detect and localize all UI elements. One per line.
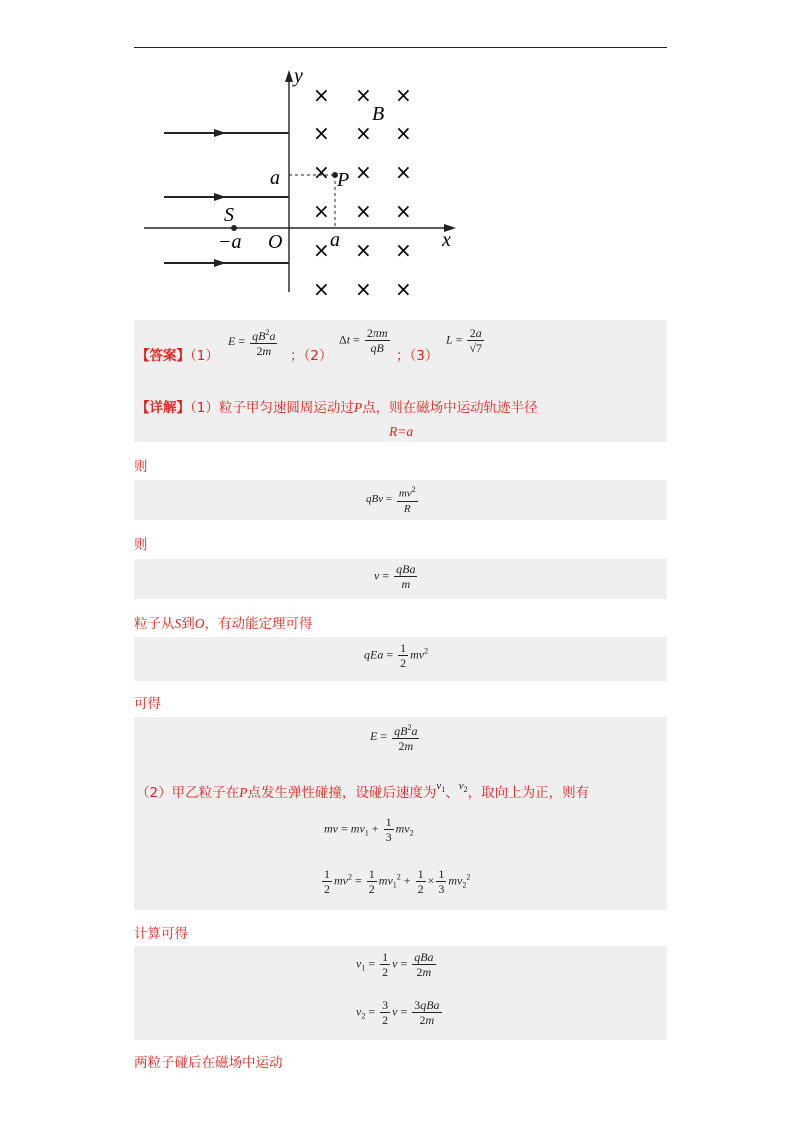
field-cross: ×	[355, 199, 372, 223]
neg-a-label: −a	[218, 231, 242, 253]
eq-momentum: mv = $mv_1$ + $\frac{1}{3}$ $mv_2$	[324, 815, 414, 844]
last-text: 两粒子碰后在磁场中运动	[134, 1055, 283, 1071]
answer-part2: ；（2）	[290, 348, 333, 364]
header-rule	[134, 47, 667, 48]
field-cross: ×	[395, 199, 412, 223]
point-s-label: S	[224, 204, 234, 226]
answer-tag: 【答案】（1）	[136, 348, 219, 364]
field-cross: ×	[355, 121, 372, 145]
field-cross: ×	[355, 160, 372, 184]
a-x-label: a	[330, 229, 340, 251]
part2-text: （2）甲乙粒子在P点发生弹性碰撞，设碰后速度为$^{v_1}$、$^{v_2}$，取向上为正，则有	[136, 780, 590, 801]
field-cross: ×	[395, 238, 412, 262]
answer-eq-2: Δt = $\frac{2\pi m}{qB}$	[339, 326, 388, 355]
equation-box-3	[134, 637, 667, 681]
field-cross: ×	[355, 277, 372, 301]
s-to-o-text: 粒子从S到O，有动能定理可得	[134, 616, 313, 632]
answer-eq-1: E = $\frac{qB^2a}{2m}$	[228, 328, 276, 358]
origin-label: O	[268, 231, 283, 253]
equation-box-4	[134, 717, 667, 910]
eq-qbv: qBv = $\frac{mv^2}{R}$	[366, 485, 416, 515]
field-cross: ×	[313, 160, 330, 184]
point-p-label: P	[337, 169, 350, 191]
answer-part3: ；（3）	[396, 348, 439, 364]
field-cross: ×	[395, 277, 412, 301]
answer-eq-3: L = $\frac{2a}{√7}$	[446, 326, 483, 355]
kede-text-1: 可得	[134, 696, 161, 712]
axis-y-label: y	[294, 65, 303, 87]
axis-x-label: x	[442, 229, 451, 251]
equation-box-2	[134, 559, 667, 599]
equation-box-1	[134, 480, 667, 520]
field-cross: ×	[395, 160, 412, 184]
eq-energy: $\frac{1}{2}$ $mv^2$ = $\frac{1}{2}$ $mv_1^2$ + $\frac{1}{2}$ × $\frac{1}{3}$ $mv_2^2$	[324, 867, 471, 896]
field-cross: ×	[355, 238, 372, 262]
detail-line: 【详解】（1）粒子甲匀速圆周运动过P点，则在磁场中运动轨迹半径	[136, 400, 538, 416]
field-cross: ×	[313, 83, 330, 107]
physics-diagram	[134, 60, 667, 312]
eq-v: v = $\frac{\text{qBa}}{m}$	[374, 562, 416, 591]
field-cross: ×	[355, 83, 372, 107]
answer-box	[134, 320, 667, 442]
eq-v1: $v_1$ = $\frac{1}{2}$ v = $\frac{\text{qBa}}{2m}$	[356, 950, 434, 979]
field-cross: ×	[313, 277, 330, 301]
field-cross: ×	[395, 83, 412, 107]
eq-e: E = $\frac{qB^2a}{2m}$	[370, 723, 418, 753]
a-y-label: a	[270, 167, 280, 189]
field-cross: ×	[313, 199, 330, 223]
field-cross: ×	[313, 238, 330, 262]
field-cross: ×	[395, 121, 412, 145]
field-label: B	[372, 103, 385, 125]
eq-v2: $v_2$ = $\frac{3}{2}$ v = $\frac{\text{3qBa}}{2m}$	[356, 998, 440, 1027]
eq-qea: qEa = $\frac{1}{2}$ $mv^2$	[364, 641, 429, 670]
magnetic-field-crosses	[313, 83, 412, 301]
then-text-2: 则	[134, 537, 148, 553]
field-cross: ×	[313, 121, 330, 145]
equation-box-5	[134, 946, 667, 1040]
radius-equation: R=a	[389, 424, 414, 439]
calc-text: 计算可得	[134, 926, 188, 942]
then-text-1: 则	[134, 459, 148, 475]
